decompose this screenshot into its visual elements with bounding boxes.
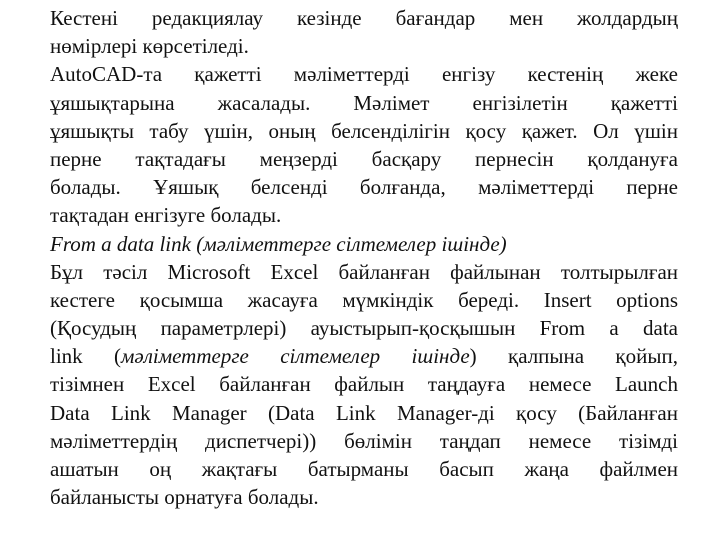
text-line: (Қосудың параметрлері) ауыстырып-қосқышын From a data bbox=[50, 316, 678, 341]
paragraph-autocad-data-entry bbox=[50, 60, 678, 229]
text-line-mixed bbox=[50, 342, 678, 370]
text-line: мәліметтердің диспетчері)) бөлімін таңдап немесе тізімді bbox=[50, 428, 678, 453]
text-line: болады. Ұяшық белсенді болғанда, мәліметтерді перне bbox=[50, 175, 678, 200]
section-heading-from-data-link bbox=[50, 230, 678, 258]
text-line: байланысты орнатуға болады. bbox=[50, 485, 319, 510]
text-line: нөмірлері көрсетіледі. bbox=[50, 34, 249, 59]
text-fragment: ) қалпына қойып, bbox=[469, 344, 678, 369]
text-line: ұяшықты табу үшін, оның белсенділігін қосу қажет. Ол үшін bbox=[50, 118, 678, 143]
paragraph-excel-link bbox=[50, 258, 678, 512]
text-line: Кестені редакциялау кезінде бағандар мен жолдардың bbox=[50, 6, 678, 30]
text-line: перне тақтадағы меңзерді басқару пернесін қолдануға bbox=[50, 146, 678, 171]
document-page bbox=[50, 4, 678, 511]
text-line: Бұл тәсіл Microsoft Excel байланған файлынан толтырылған bbox=[50, 259, 678, 284]
text-line: тізімнен Excel байланған файлын таңдауға немесе Launch bbox=[50, 372, 678, 397]
paragraph-table-editing bbox=[50, 4, 678, 60]
text-line: кестеге қосымша жасауға мүмкіндік береді. Insert options bbox=[50, 287, 678, 312]
section-heading: From a data link (мәліметтерге сілтемелер ішінде) bbox=[50, 231, 507, 256]
text-line: Data Link Manager (Data Link Manager-ді қосу (Байланған bbox=[50, 400, 678, 425]
italic-fragment: мәліметтерге сілтемелер ішінде bbox=[121, 344, 470, 369]
text-line: ашатын оң жақтағы батырманы басып жаңа файлмен bbox=[50, 457, 678, 481]
text-line: AutoCAD-та қажетті мәліметтерді енгізу кестенің жеке bbox=[50, 62, 678, 87]
text-fragment: link ( bbox=[50, 344, 122, 369]
text-line: ұяшықтарына жасалады. Мәлімет енгізілетін қажетті bbox=[50, 90, 678, 115]
text-line: тақтадан енгізуге болады. bbox=[50, 203, 282, 228]
